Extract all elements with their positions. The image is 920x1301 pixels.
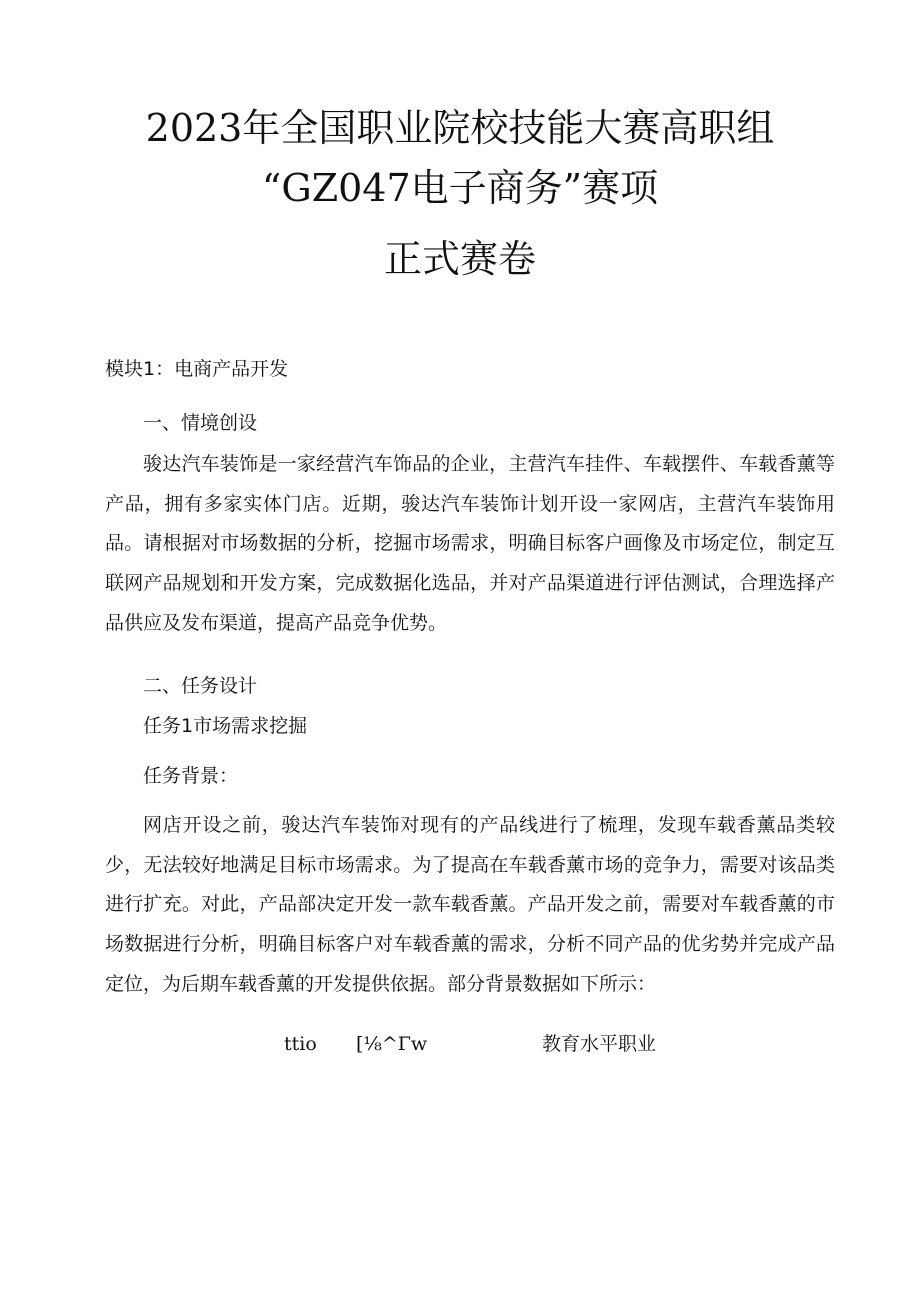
table-fragment-left: ttio [284, 1033, 317, 1055]
section-2-heading: 二、任务设计 [143, 675, 258, 697]
page-title-line-1: 2023年全国职业院校技能大赛高职组 [145, 106, 775, 150]
table-fragment-right: 教育水平职业 [542, 1033, 657, 1055]
section-1-heading: 一、情境创设 [143, 412, 258, 434]
table-fragment-middle: [⅛^Γw [356, 1033, 428, 1055]
task-1-title: 任务1市场需求挖掘 [143, 715, 308, 737]
page-title-line-2: “GZ047电子商务”赛项 [261, 166, 659, 210]
section-1-paragraph: 骏达汽车装饰是一家经营汽车饰品的企业，主营汽车挂件、车载摆件、车载香薰等产品，拥有多家实体门店。近期，骏达汽车装饰计划开设一家网店，主营汽车装饰用品。请根据对市场数据的分析，挖掘市场需求，明确目标客户画像及市场定位，制定互联网产品规划和开发方案，完成数据化选品，并对产品渠道进行评估测试，合理选择产品供应及发布渠道，提高产品竞争优势。 [105, 453, 835, 634]
task-background-label: 任务背景： [143, 765, 239, 787]
page-title-line-3: 正式赛卷 [383, 237, 536, 281]
module-heading: 模块1：电商产品开发 [105, 358, 289, 380]
task-background-paragraph: 网店开设之前，骏达汽车装饰对现有的产品线进行了梳理，发现车载香薰品类较少，无法较好地满足目标市场需求。为了提高在车载香薰市场的竞争力，需要对该品类进行扩充。对此，产品部决定开发一款车载香薰。产品开发之前，需要对车载香薰的市场数据进行分析，明确目标客户对车载香薰的需求，分析不同产品的优劣势并完成产品定位，为后期车载香薰的开发提供依据。部分背景数据如下所示： [105, 814, 835, 995]
